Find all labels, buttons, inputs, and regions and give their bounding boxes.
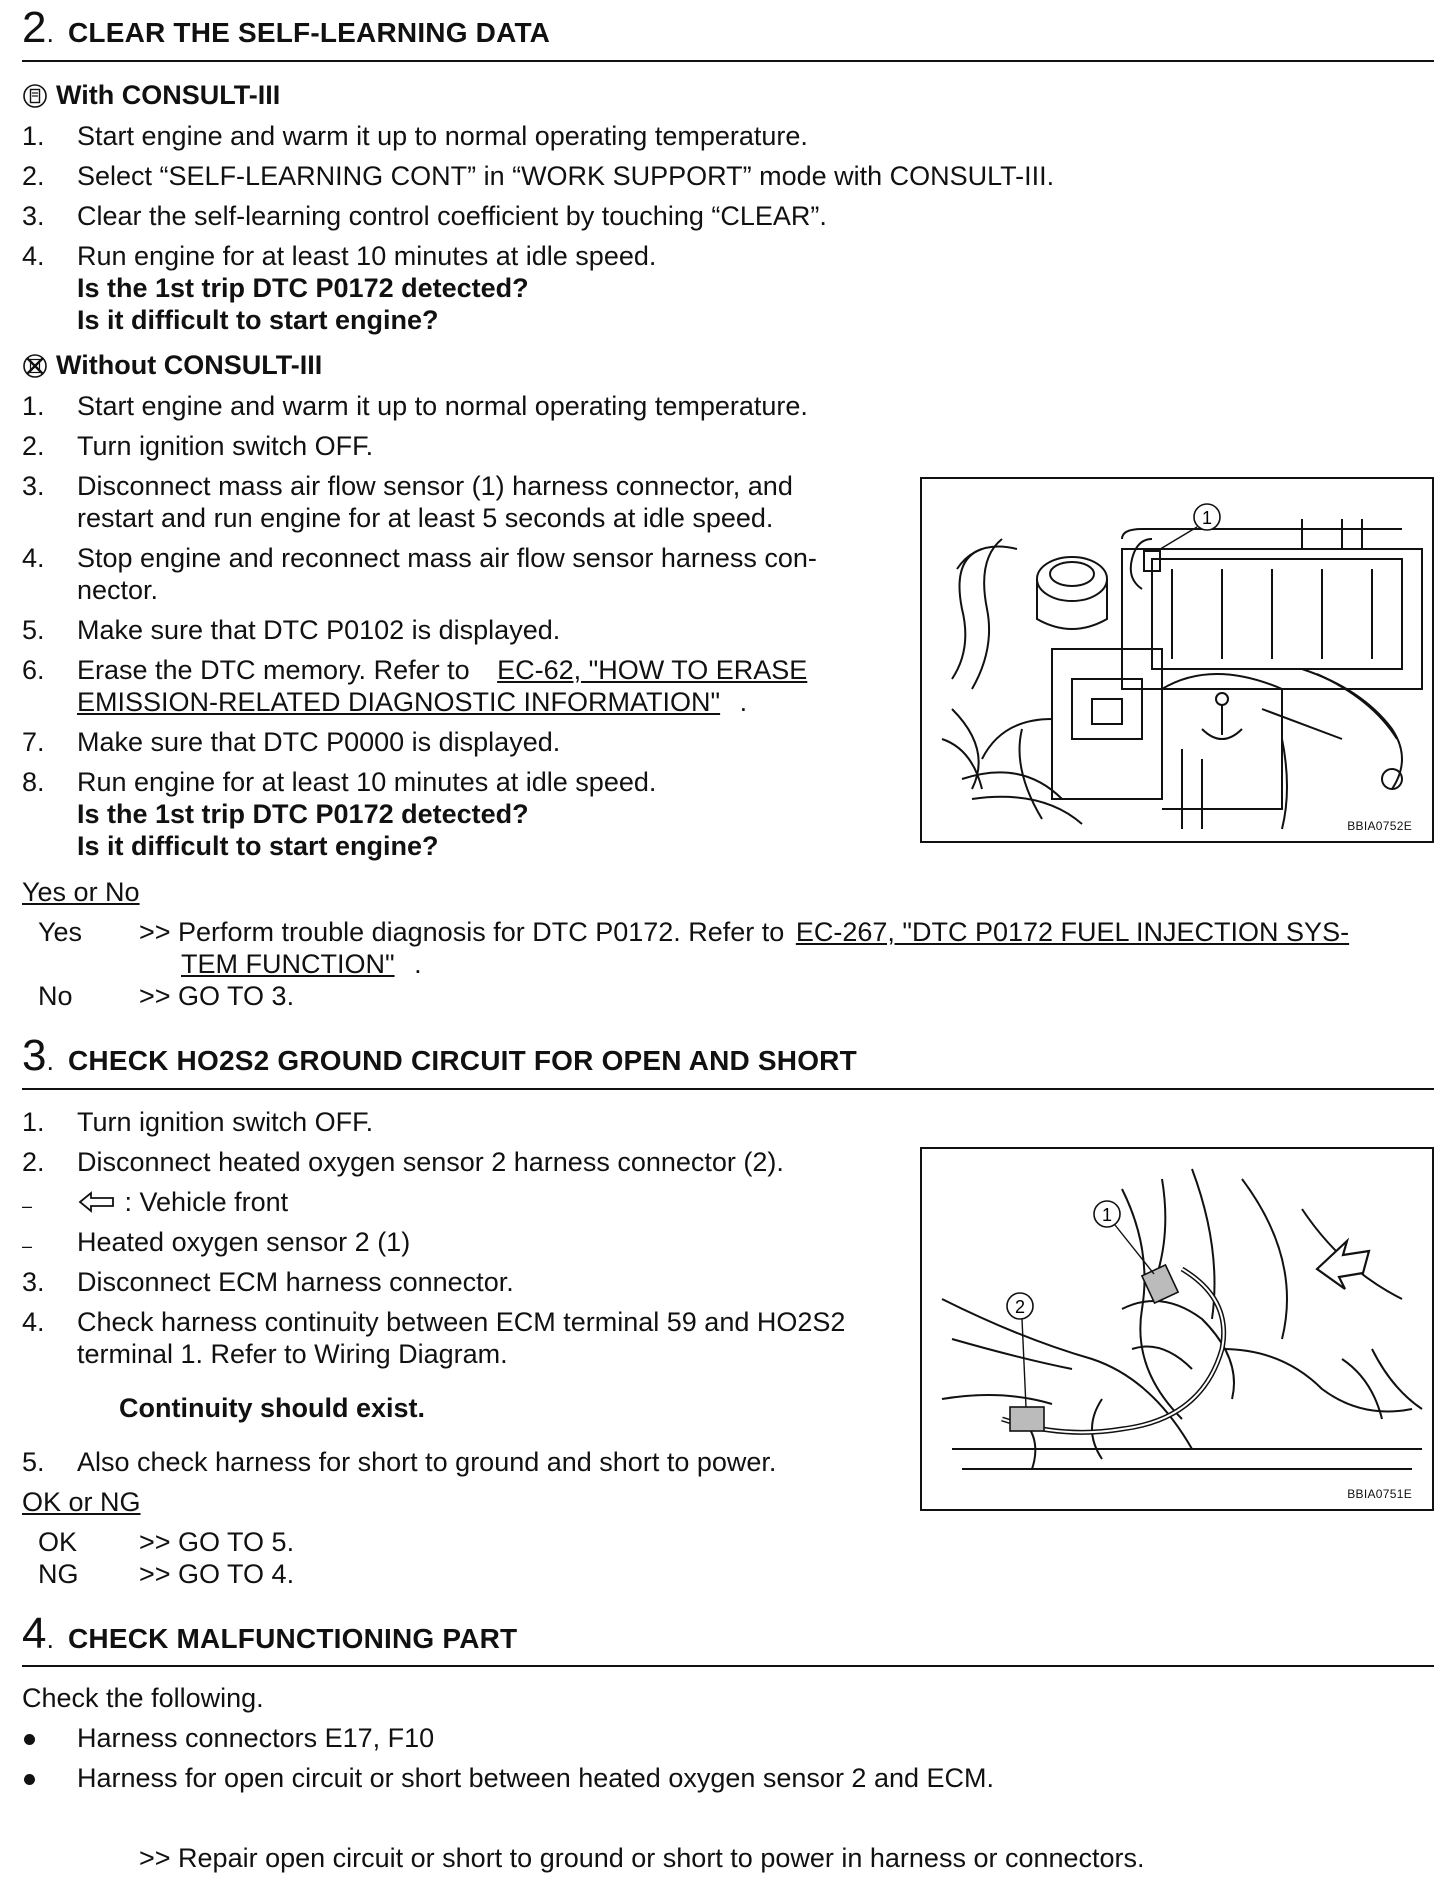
step4-bullet-1: Harness connectors E17, F10 (77, 1723, 435, 1753)
question: Is it difficult to start engine? (77, 305, 439, 335)
question: Is the 1st trip DTC P0172 detected? (77, 273, 529, 303)
vehicle-front-label: : Vehicle front (124, 1187, 289, 1217)
step3-vehicle-front (77, 1186, 288, 1218)
without-item-5: Make sure that DTC P0102 is displayed. (77, 615, 561, 645)
engine-bay-illustration (922, 479, 1432, 841)
step4-intro: Check the following. (22, 1683, 264, 1713)
with-item-2: Select “SELF-LEARNING CONT” in “WORK SUPPORT” mode with CONSULT-III. (77, 161, 1055, 191)
item-number: 7. (22, 727, 45, 757)
step-dot: . (46, 18, 54, 48)
bullet-dot (24, 1734, 35, 1745)
section-rule (22, 1088, 1434, 1090)
question: Is the 1st trip DTC P0172 detected? (77, 799, 529, 829)
answer-no-text: >> GO TO 3. (139, 981, 295, 1011)
step4-action: >> Repair open circuit or short to ground or short to power in harness or connectors. (139, 1843, 1145, 1873)
consult-tool-icon (22, 83, 48, 109)
with-item-1: Start engine and warm it up to normal operating temperature. (77, 121, 808, 151)
without-item-3-cont: restart and run engine for at least 5 seconds at idle speed. (77, 503, 774, 533)
item-number: 1. (22, 1107, 45, 1137)
step-dot: . (46, 1046, 54, 1076)
dash-marker: – (22, 1236, 33, 1256)
without-consult-heading (22, 350, 322, 381)
answer-ng-text: >> GO TO 4. (139, 1559, 295, 1589)
item-number: 5. (22, 1447, 45, 1477)
without-item-1: Start engine and warm it up to normal operating temperature. (77, 391, 808, 421)
step-4-heading (22, 1608, 517, 1660)
answer-key-yes: Yes (38, 917, 83, 947)
figure-callout-2: 2 (1014, 1297, 1026, 1317)
step4-bullet-2: Harness for open circuit or short between heated oxygen sensor 2 and ECM. (77, 1763, 994, 1793)
step-2-heading (22, 2, 550, 54)
period: . (739, 687, 748, 717)
arrow-left-icon (77, 1190, 117, 1214)
step-title: CLEAR THE SELF-LEARNING DATA (68, 17, 551, 48)
step3-item-5: Also check harness for short to ground and short to power. (77, 1447, 777, 1477)
figure-code: BBIA0751E (1347, 1487, 1412, 1501)
item-number: 4. (22, 241, 45, 271)
with-consult-heading (22, 80, 280, 111)
section-rule (22, 1665, 1434, 1667)
figure-callout-1: 1 (1101, 1205, 1113, 1225)
without-item-6-text: Erase the DTC memory. Refer to (77, 655, 470, 685)
without-item-7: Make sure that DTC P0000 is displayed. (77, 727, 561, 757)
step3-item-4-cont: terminal 1. Refer to Wiring Diagram. (77, 1339, 508, 1369)
question: Is it difficult to start engine? (77, 831, 439, 861)
item-number: 1. (22, 121, 45, 151)
continuity-note: Continuity should exist. (119, 1393, 426, 1423)
erase-dtc-link[interactable]: EC-62, "HOW TO ERASE (497, 655, 808, 685)
answer-key-ng: NG (38, 1559, 79, 1589)
answer-key-ok: OK (38, 1527, 78, 1557)
step-dot: . (46, 1624, 54, 1654)
answer-heading: OK or NG (22, 1487, 141, 1517)
answer-heading: Yes or No (22, 877, 140, 907)
item-number: 2. (22, 161, 45, 191)
item-number: 5. (22, 615, 45, 645)
item-number: 4. (22, 1307, 45, 1337)
with-item-3: Clear the self-learning control coefficient by touching “CLEAR”. (77, 201, 827, 231)
item-number: 4. (22, 543, 45, 573)
step3-item-2: Disconnect heated oxygen sensor 2 harness connector (2). (77, 1147, 784, 1177)
no-consult-tool-icon (22, 353, 48, 379)
step-number: 3 (22, 1031, 47, 1080)
sensor-illustration (922, 1149, 1432, 1509)
engine-bay-figure (920, 477, 1434, 843)
without-consult-label: Without CONSULT-III (56, 350, 323, 380)
step-number: 4 (22, 1609, 47, 1658)
period: . (414, 949, 422, 979)
without-item-6 (77, 654, 807, 686)
item-number: 2. (22, 431, 45, 461)
step-number: 2 (22, 3, 47, 52)
answer-yes-prefix: >> Perform trouble diagnosis for DTC P0172. Refer to (139, 917, 785, 947)
step3-item-4: Check harness continuity between ECM terminal 59 and HO2S2 (77, 1307, 846, 1337)
step3-sensor-label: Heated oxygen sensor 2 (1) (77, 1227, 411, 1257)
step3-item-1: Turn ignition switch OFF. (77, 1107, 374, 1137)
answer-ok-text: >> GO TO 5. (139, 1527, 295, 1557)
with-item-4: Run engine for at least 10 minutes at idle speed. (77, 241, 657, 271)
item-number: 3. (22, 1267, 45, 1297)
answer-key-no: No (38, 981, 73, 1011)
step3-item-3: Disconnect ECM harness connector. (77, 1267, 514, 1297)
dash-marker: – (22, 1196, 33, 1216)
figure-code: BBIA0752E (1347, 819, 1412, 833)
item-number: 8. (22, 767, 45, 797)
figure-callout-1: 1 (1201, 508, 1213, 528)
without-item-4: Stop engine and reconnect mass air flow sensor harness con- (77, 543, 817, 573)
with-consult-label: With CONSULT-III (56, 80, 281, 110)
bullet-dot (24, 1774, 35, 1785)
without-item-2: Turn ignition switch OFF. (77, 431, 374, 461)
step-title: CHECK HO2S2 GROUND CIRCUIT FOR OPEN AND SHORT (68, 1045, 857, 1076)
without-item-3: Disconnect mass air flow sensor (1) harness connector, and (77, 471, 793, 501)
item-number: 6. (22, 655, 45, 685)
without-item-6-cont (77, 686, 747, 718)
answer-yes-cont (181, 948, 422, 980)
sensor-figure (920, 1147, 1434, 1511)
item-number: 2. (22, 1147, 45, 1177)
answer-yes-text (139, 916, 1349, 948)
step-3-heading (22, 1030, 857, 1082)
erase-dtc-link-cont[interactable]: EMISSION-RELATED DIAGNOSTIC INFORMATION" (77, 687, 721, 717)
without-item-8: Run engine for at least 10 minutes at idle speed. (77, 767, 657, 797)
section-rule (22, 60, 1434, 62)
dtc-p0172-link-cont[interactable]: TEM FUNCTION" (181, 949, 395, 979)
item-number: 3. (22, 471, 45, 501)
item-number: 1. (22, 391, 45, 421)
without-item-4-cont: nector. (77, 575, 159, 605)
step-title: CHECK MALFUNCTIONING PART (68, 1623, 518, 1654)
dtc-p0172-link[interactable]: EC-267, "DTC P0172 FUEL INJECTION SYS- (795, 917, 1350, 947)
item-number: 3. (22, 201, 45, 231)
